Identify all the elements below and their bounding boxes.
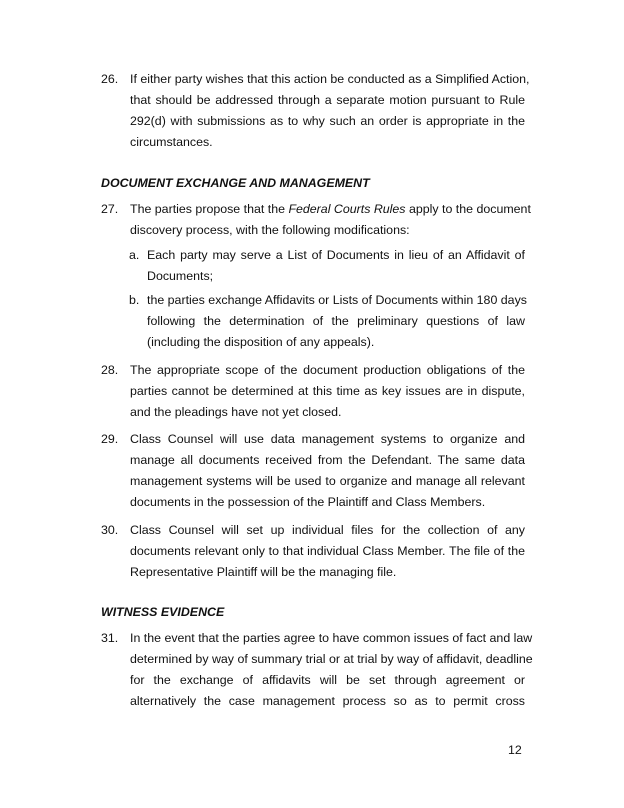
paragraph-line: 292(d) with submissions as to why such an order is appropriate in the xyxy=(130,114,525,128)
paragraph-30 xyxy=(101,520,525,583)
paragraph-line: management systems will be used to organize and manage all relevant xyxy=(130,474,525,488)
subitem-line: Each party may serve a List of Documents in lieu of an Affidavit of xyxy=(147,248,525,262)
subitem-letter: b. xyxy=(129,293,140,307)
paragraph-28 xyxy=(101,360,525,423)
section-heading-witness-evidence: WITNESS EVIDENCE xyxy=(101,605,225,619)
subitem-b xyxy=(129,290,525,353)
paragraph-line: discovery process, with the following modifications: xyxy=(130,223,410,237)
paragraph-line: for the exchange of affidavits will be set through agreement or xyxy=(130,673,525,687)
paragraph-line: alternatively the case management process so as to permit cross xyxy=(130,694,525,708)
paragraph-number: 27. xyxy=(101,202,119,216)
paragraph-number: 31. xyxy=(101,631,119,645)
paragraph-26 xyxy=(101,69,530,153)
paragraph-line: In the event that the parties agree to have common issues of fact and law xyxy=(130,631,533,645)
paragraph-number: 26. xyxy=(101,72,119,86)
subitem-a xyxy=(129,245,525,287)
paragraph-line: Class Counsel will use data management systems to organize and xyxy=(130,432,525,446)
rules-title: Federal Courts Rules xyxy=(288,202,406,216)
paragraph-line: documents in the possession of the Plaintiff and Class Members. xyxy=(130,495,486,509)
paragraph-line: The parties propose that the Federal Courts Rules apply to the document xyxy=(130,202,531,216)
paragraph-line: parties cannot be determined at this time as key issues are in dispute, xyxy=(130,384,525,398)
paragraph-line: manage all documents received from the Defendant. The same data xyxy=(130,453,525,467)
paragraph-number: 28. xyxy=(101,363,119,377)
paragraph-line: that should be addressed through a separate motion pursuant to Rule xyxy=(130,93,525,107)
subitem-line: (including the disposition of any appeals). xyxy=(147,335,375,349)
paragraph-line: documents relevant only to that individual Class Member. The file of the xyxy=(130,544,525,558)
paragraph-line: circumstances. xyxy=(130,135,213,149)
subitem-line: following the determination of the preliminary questions of law xyxy=(147,314,525,328)
paragraph-line: determined by way of summary trial or at trial by way of affidavit, deadline xyxy=(130,652,533,666)
subitem-letter: a. xyxy=(129,248,140,262)
paragraph-31 xyxy=(101,628,533,712)
page-number: 12 xyxy=(508,743,522,757)
paragraph-line: Class Counsel will set up individual files for the collection of any xyxy=(130,523,525,537)
subitem-line: the parties exchange Affidavits or Lists of Documents within 180 days xyxy=(147,293,527,307)
paragraph-line: If either party wishes that this action be conducted as a Simplified Action, xyxy=(130,72,530,86)
subitem-line: Documents; xyxy=(147,269,214,283)
paragraph-29 xyxy=(101,429,525,513)
paragraph-27 xyxy=(101,199,531,241)
paragraph-line: The appropriate scope of the document production obligations of the xyxy=(130,363,525,377)
paragraph-number: 29. xyxy=(101,432,119,446)
paragraph-line: and the pleadings have not yet closed. xyxy=(130,405,342,419)
section-heading-document-exchange: DOCUMENT EXCHANGE AND MANAGEMENT xyxy=(101,176,370,190)
paragraph-line: Representative Plaintiff will be the managing file. xyxy=(130,565,397,579)
paragraph-number: 30. xyxy=(101,523,119,537)
